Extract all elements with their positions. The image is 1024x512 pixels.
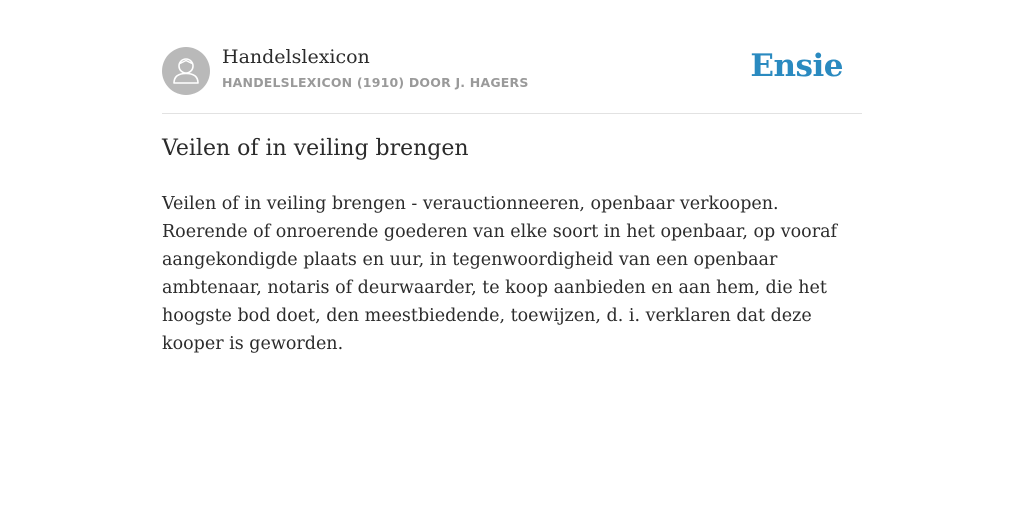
article-title: Veilen of in veiling brengen <box>162 136 469 161</box>
user-icon[interactable] <box>162 47 210 95</box>
source-header <box>162 0 862 114</box>
ensie-logo[interactable]: Ensie <box>750 48 843 84</box>
source-subtitle: HANDELSLEXICON (1910) DOOR J. HAGERS <box>222 75 529 90</box>
article-body: Veilen of in veiling brengen - verauctionneeren, openbaar verkoopen. Roerende of onroerende goederen van elke soort in het openbaar, op vooraf aangekondigde plaats en uur, in tegenwoordigheid van een openbaar ambtenaar, notaris of deurwaarder, te koop aanbieden en aan hem, die het hoogste bod doet, den meestbiedende, toewijzen, d. i. verklaren dat deze kooper is geworden. <box>162 194 837 354</box>
user-icon-graphic <box>162 47 210 95</box>
source-name-link[interactable]: Handelslexicon <box>222 46 370 68</box>
article-card <box>162 0 862 354</box>
